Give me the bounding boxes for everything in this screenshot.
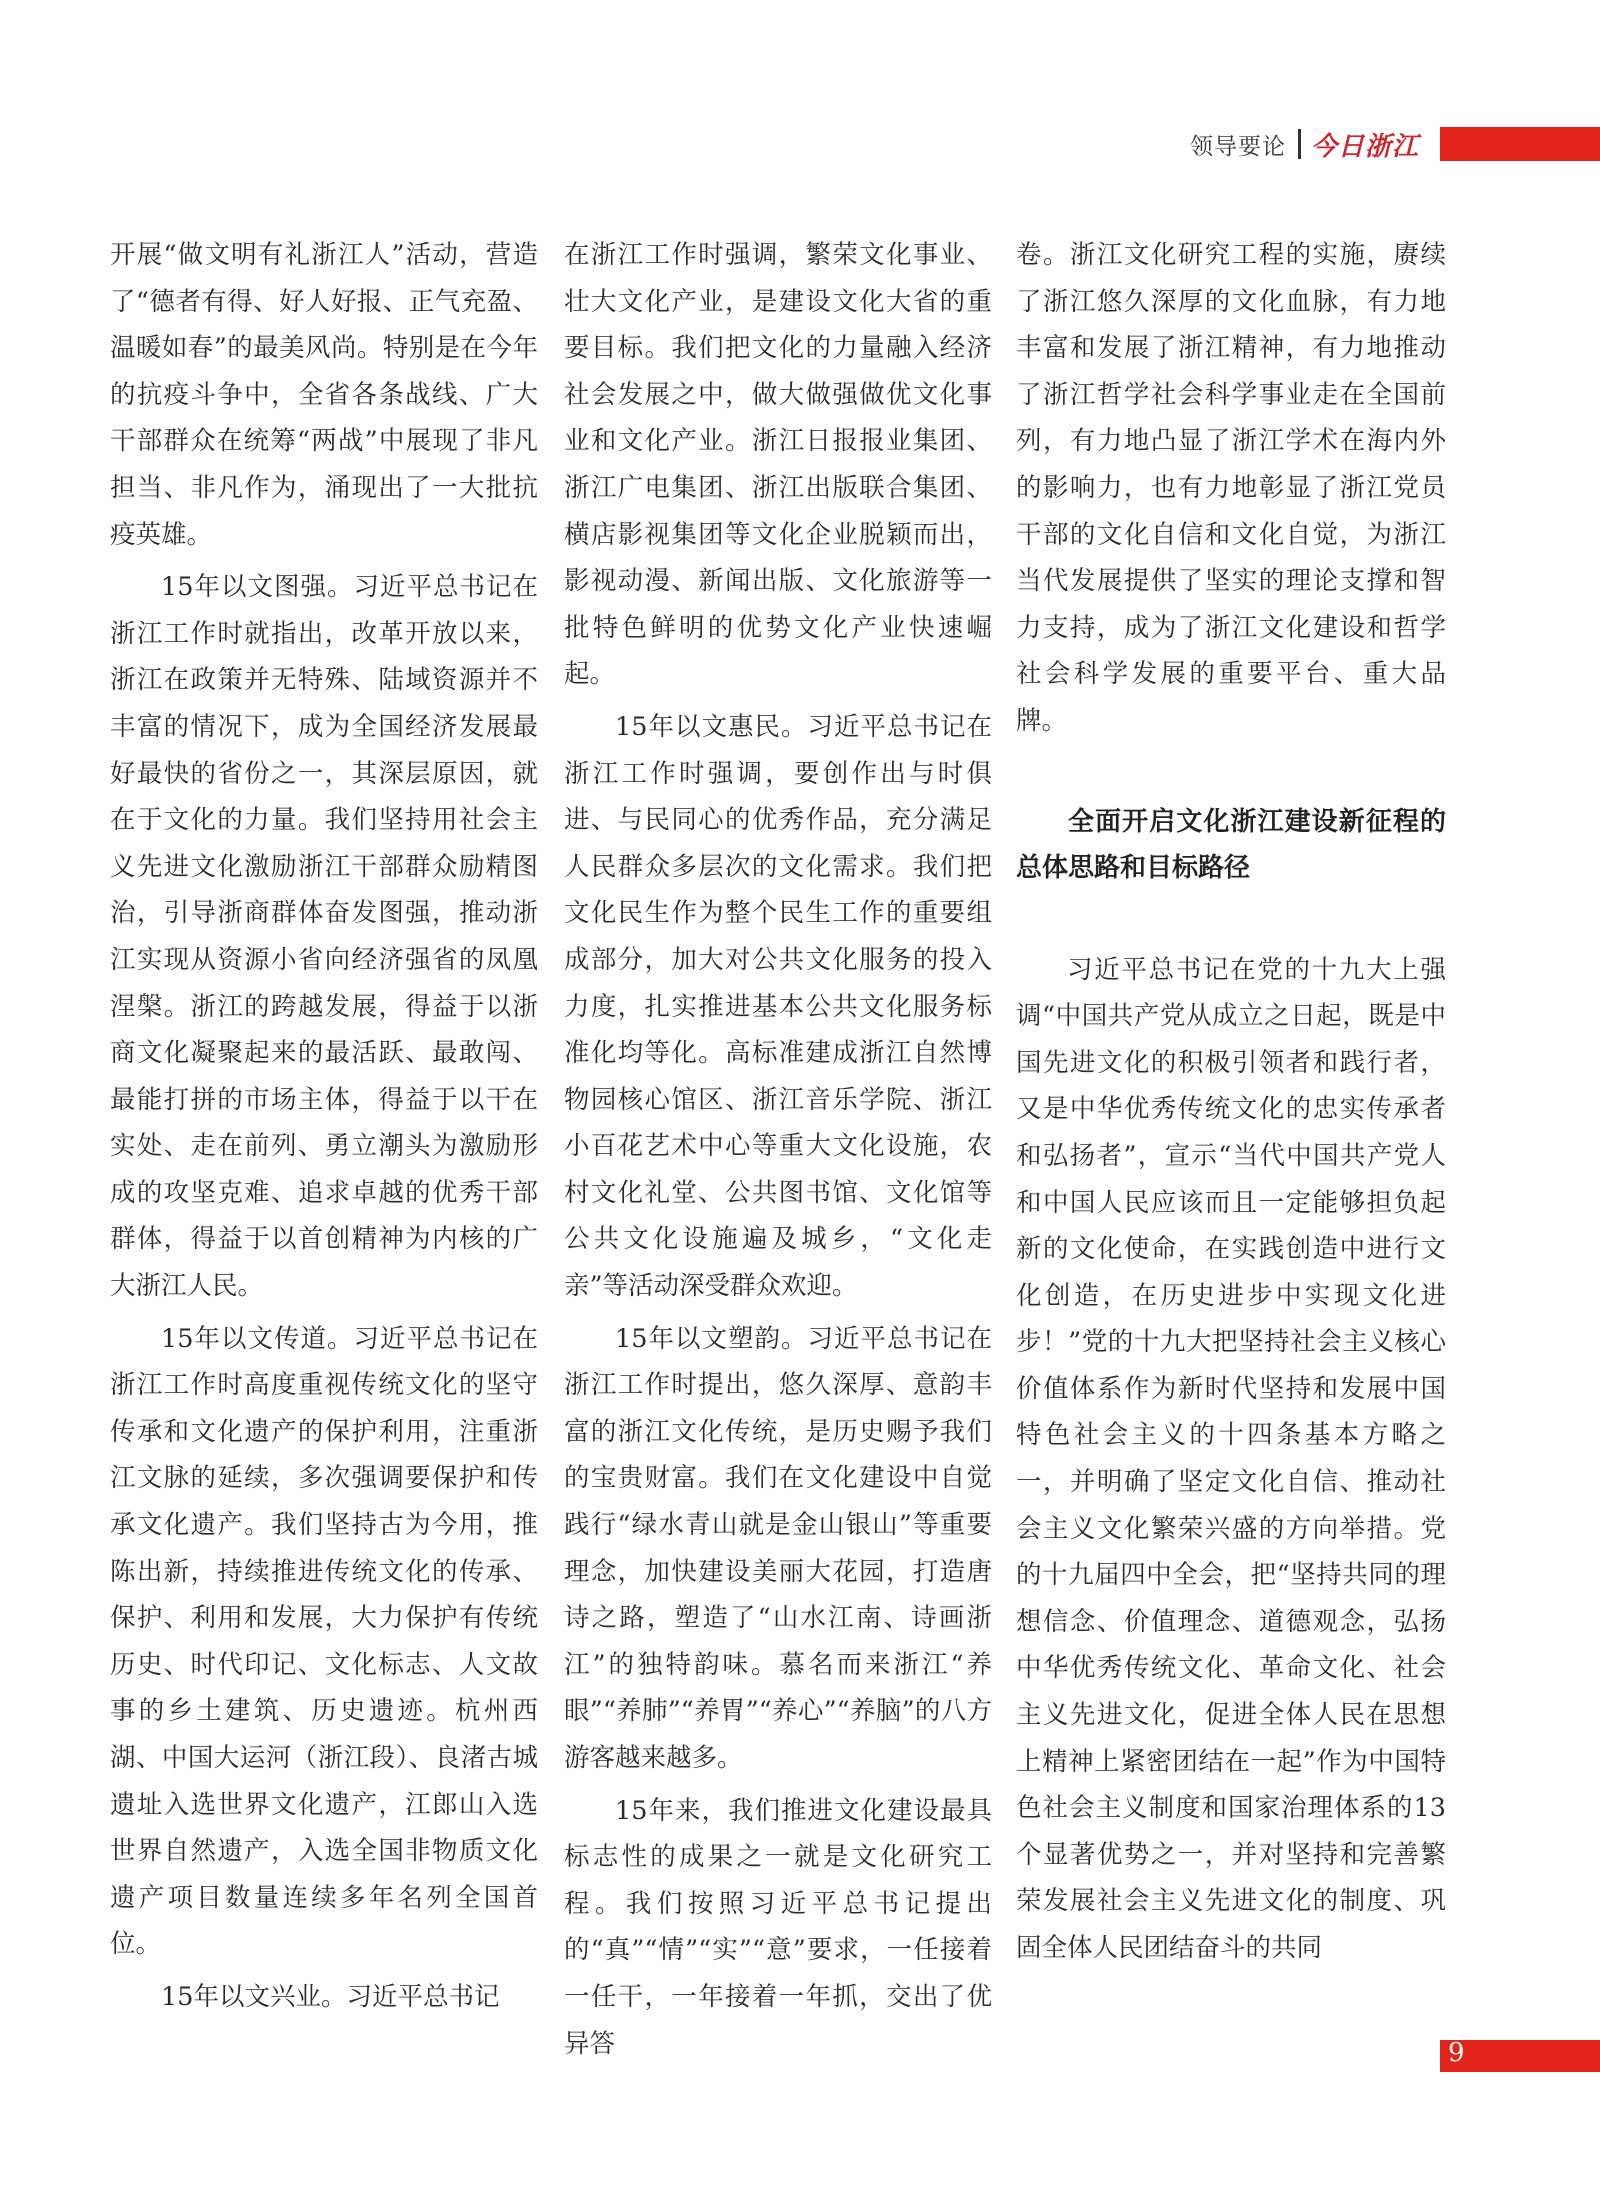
paragraph: 开展“做文明有礼浙江人”活动，营造了“德者有得、好人好报、正气充盈、温暖如春”的最美风尚。特别是在今年的抗疫斗争中，全省各条战线、广大干部群众在统筹“两战”中展现了非凡担当、非凡作为，涌现出了一大批抗疫英雄。 xyxy=(110,240,538,550)
page-header xyxy=(1190,124,1419,164)
paragraph: 15年以文兴业。习近平总书记 xyxy=(161,1981,500,2012)
paragraph: 15年以文图强。习近平总书记在浙江工作时就指出，改革开放以来，浙江在政策并无特殊、陆域资源并不丰富的情况下，成为全国经济发展最好最快的省份之一，其深层原因，就在于文化的力量。我们坚持用社会主义先进文化激励浙江干部群众励精图治，引导浙商群体奋发图强，推动浙江实现从资源小省向经济强省的凤凰涅槃。浙江的跨越发展，得益于以浙商文化凝聚起来的最活跃、最敢闯、最能打拼的市场主体，得益于以干在实处、走在前列、勇立潮头为激励形成的攻坚克难、追求卓越的优秀干部群体，得益于以首创精神为内核的广大浙江人民。 xyxy=(110,572,538,1302)
paragraph: 15年以文传道。习近平总书记在浙江工作时高度重视传统文化的坚守传承和文化遗产的保护利用，注重浙江文脉的延续，多次强调要保护和传承文化遗产。我们坚持古为今用，推陈出新，持续推进传统文化的传承、保护、利用和发展，大力保护有传统历史、时代印记、文化标志、人文故事的乡土建筑、历史遗迹。杭州西湖、中国大运河（浙江段）、良渚古城遗址入选世界文化遗产，江郎山入选世界自然遗产，入选全国非物质文化遗产项目数量连续多年名列全国首位。 xyxy=(110,1323,538,1960)
header-divider xyxy=(1298,129,1301,159)
section-heading: 全面开启文化浙江建设新征程的总体思路和目标路径 xyxy=(1016,806,1446,883)
paragraph: 习近平总书记在党的十九大上强调“中国共产党从成立之日起，既是中国先进文化的积极引领者和践行者，又是中华优秀传统文化的忠实传承者和弘扬者”，宣示“当代中国共产党人和中国人民应该而且一定能够担负起新的文化使命，在实践创造中进行文化创造，在历史进步中实现文化进步！”党的十九大把坚持社会主义核心价值体系作为新时代坚持和发展中国特色社会主义的十四条基本方略之一，并明确了坚定文化自信、推动社会主义文化繁荣兴盛的方向举措。党的十九届四中全会，把“坚持共同的理想信念、价值理念、道德观念，弘扬中华优秀传统文化、革命文化、社会主义先进文化，促进全体人民在思想上精神上紧密团结在一起”作为中国特色社会主义制度和国家治理体系的13个显著优势之一，并对坚持和完善繁荣发展社会主义先进文化的制度、巩固全体人民团结奋斗的共同 xyxy=(1016,954,1446,1963)
paragraph: 15年来，我们推进文化建设最具标志性的成果之一就是文化研究工程。我们按照习近平总书记提出的“真”“情”“实”“意”要求，一任接着一任干，一年接着一年抓，交出了优异答 xyxy=(564,1795,992,2059)
section-label: 领导要论 xyxy=(1190,133,1286,160)
page-number: 9 xyxy=(1448,2038,1465,2068)
magazine-logo: 今日浙江 xyxy=(1311,131,1420,162)
text-column-3 xyxy=(1016,232,1446,1972)
paragraph: 卷。浙江文化研究工程的实施，赓续了浙江悠久深厚的文化血脉，有力地丰富和发展了浙江精神，有力地推动了浙江哲学社会科学事业走在全国前列，有力地凸显了浙江学术在海内外的影响力，也有力地彰显了浙江党员干部的文化自信和文化自觉，为浙江当代发展提供了坚实的理论支撑和智力支持，成为了浙江文化建设和哲学社会科学发展的重要平台、重大品牌。 xyxy=(1016,240,1446,736)
paragraph: 在浙江工作时强调，繁荣文化事业、壮大文化产业，是建设文化大省的重要目标。我们把文化的力量融入经济社会发展之中，做大做强做优文化事业和文化产业。浙江日报报业集团、浙江广电集团、浙江出版联合集团、横店影视集团等文化企业脱颖而出，影视动漫、新闻出版、文化旅游等一批特色鲜明的优势文化产业快速崛起。 xyxy=(564,240,992,690)
paragraph: 15年以文惠民。习近平总书记在浙江工作时强调，要创作出与时俱进、与民同心的优秀作品，充分满足人民群众多层次的文化需求。我们把文化民生作为整个民生工作的重要组成部分，加大对公共文化服务的投入力度，扎实推进基本公共文化服务标准化均等化。高标准建成浙江自然博物园核心馆区、浙江音乐学院、浙江小百花艺术中心等重大文化设施，农村文化礼堂、公共图书馆、文化馆等公共文化设施遍及城乡，“文化走亲”等活动深受群众欢迎。 xyxy=(564,711,992,1302)
text-column-2 xyxy=(564,232,992,2067)
text-column-1 xyxy=(110,232,538,2021)
header-accent-bar xyxy=(1440,127,1600,161)
paragraph: 15年以文塑韵。习近平总书记在浙江工作时提出，悠久深厚、意韵丰富的浙江文化传统，是历史赐予我们的宝贵财富。我们在文化建设中自觉践行“绿水青山就是金山银山”等重要理念，加快建设美丽大花园，打造唐诗之路，塑造了“山水江南、诗画浙江”的独特韵味。慕名而来浙江“养眼”“养肺”“养胃”“养心”“养脑”的八方游客越来越多。 xyxy=(564,1323,992,1773)
